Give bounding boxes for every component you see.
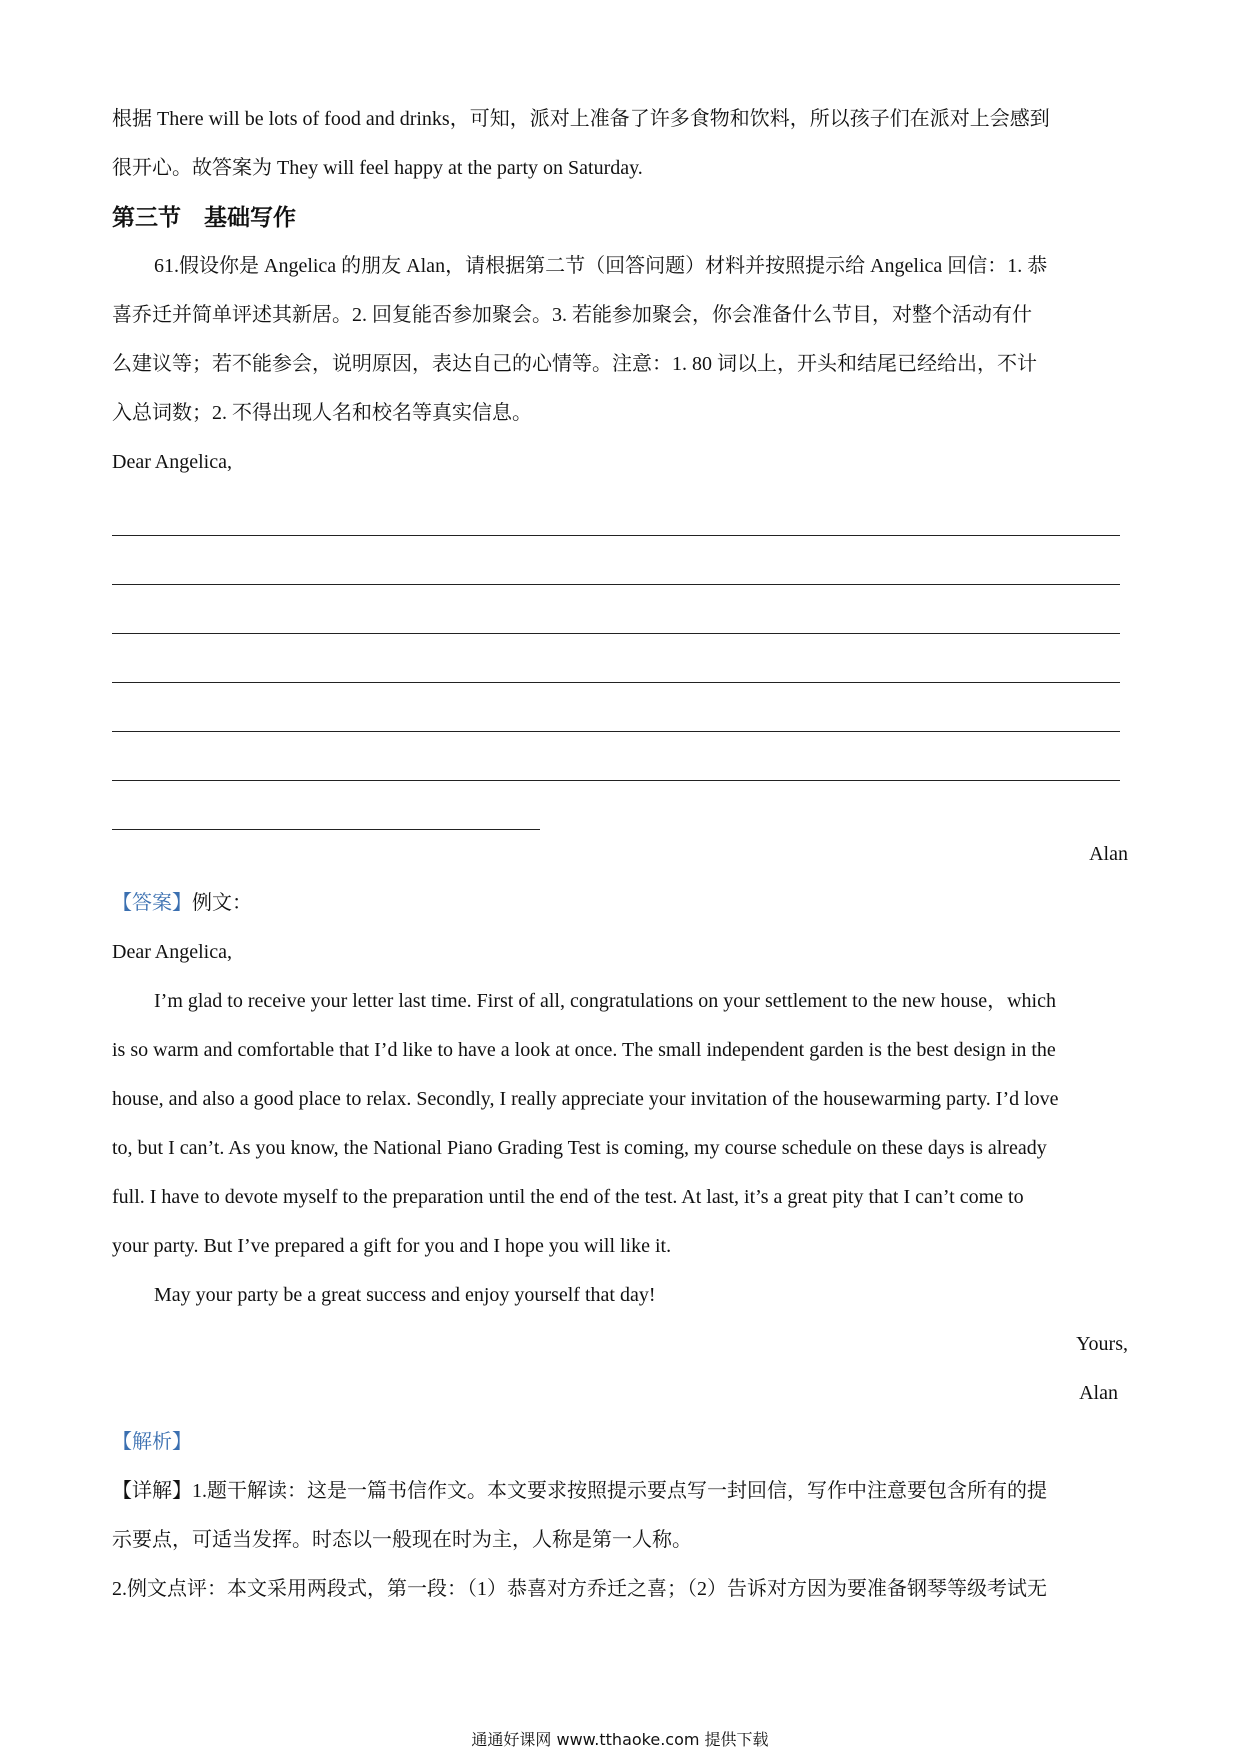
analysis-line-2: 示要点，可适当发挥。时态以一般现在时为主，人称是第一人称。	[112, 1529, 692, 1551]
question-line-1: 61.假设你是 Angelica 的朋友 Alan，请根据第二节（回答问题）材料并按照提示给 Angelica 回信：1. 恭	[154, 255, 1048, 277]
writing-line	[112, 634, 1128, 683]
page-content	[112, 95, 1128, 1614]
question-line-3: 么建议等；若不能参会，说明原因，表达自己的心情等。注意：1. 80 词以上，开头和结尾已经给出，不计	[112, 353, 1037, 375]
answer-line-4: to, but I can’t. As you know, the National Piano Grading Test is coming, my course schedule on these days is already	[112, 1137, 1047, 1159]
answer-line-5: full. I have to devote myself to the preparation until the end of the test. At last, it’s a great pity that I can’t come to	[112, 1186, 1024, 1208]
analysis-line-3: 2.例文点评：本文采用两段式，第一段：（1）恭喜对方乔迁之喜；（2）告诉对方因为要准备钢琴等级考试无	[112, 1578, 1047, 1600]
answer-closing-line: May your party be a great success and enjoy yourself that day!	[154, 1284, 656, 1306]
page-footer: 通通好课网 www.tthaoke.com 提供下载	[471, 1730, 769, 1749]
answer-line-2: is so warm and comfortable that I’d like to have a look at once. The small independent garden is the best design in the	[112, 1039, 1056, 1061]
answer-line-6: your party. But I’ve prepared a gift for you and I hope you will like it.	[112, 1235, 672, 1257]
analysis-line-1	[112, 1467, 1128, 1516]
detail-tag: 【详解】	[112, 1480, 192, 1502]
answer-tag: 【答案】	[112, 892, 192, 914]
writing-line-short	[112, 781, 1128, 830]
section-title: 第三节 基础写作	[112, 205, 296, 230]
answer-line-3: house, and also a good place to relax. Secondly, I really appreciate your invitation of the housewarming party. I’d love	[112, 1088, 1059, 1110]
writing-line	[112, 536, 1128, 585]
question-line-4: 入总词数；2. 不得出现人名和校名等真实信息。	[112, 402, 532, 424]
intro-line-1: 根据 There will be lots of food and drinks，可知，派对上准备了许多食物和饮料，所以孩子们在派对上会感到	[112, 108, 1050, 130]
question-line-2: 喜乔迁并简单评述其新居。2. 回复能否参加聚会。3. 若能参加聚会，你会准备什么节目，对整个活动有什	[112, 304, 1032, 326]
answer-header	[112, 879, 1128, 928]
writing-line	[112, 585, 1128, 634]
answer-signature: Alan	[1079, 1382, 1118, 1404]
intro-line-2: 很开心。故答案为 They will feel happy at the party on Saturday.	[112, 157, 643, 179]
question-greeting: Dear Angelica,	[112, 451, 232, 473]
answer-line-1: I’m glad to receive your letter last time. First of all, congratulations on your settlement to the new house，which	[154, 990, 1056, 1012]
analysis-tag: 【解析】	[112, 1431, 192, 1453]
writing-line	[112, 732, 1128, 781]
question-signature: Alan	[1089, 843, 1128, 865]
answer-closing: Yours,	[1076, 1333, 1128, 1355]
writing-line	[112, 487, 1128, 536]
detail-text: 1.题干解读：这是一篇书信作文。本文要求按照提示要点写一封回信，写作中注意要包含所有的提	[192, 1480, 1047, 1502]
answer-greeting: Dear Angelica,	[112, 941, 232, 963]
writing-line	[112, 683, 1128, 732]
answer-label: 例文：	[192, 892, 252, 914]
